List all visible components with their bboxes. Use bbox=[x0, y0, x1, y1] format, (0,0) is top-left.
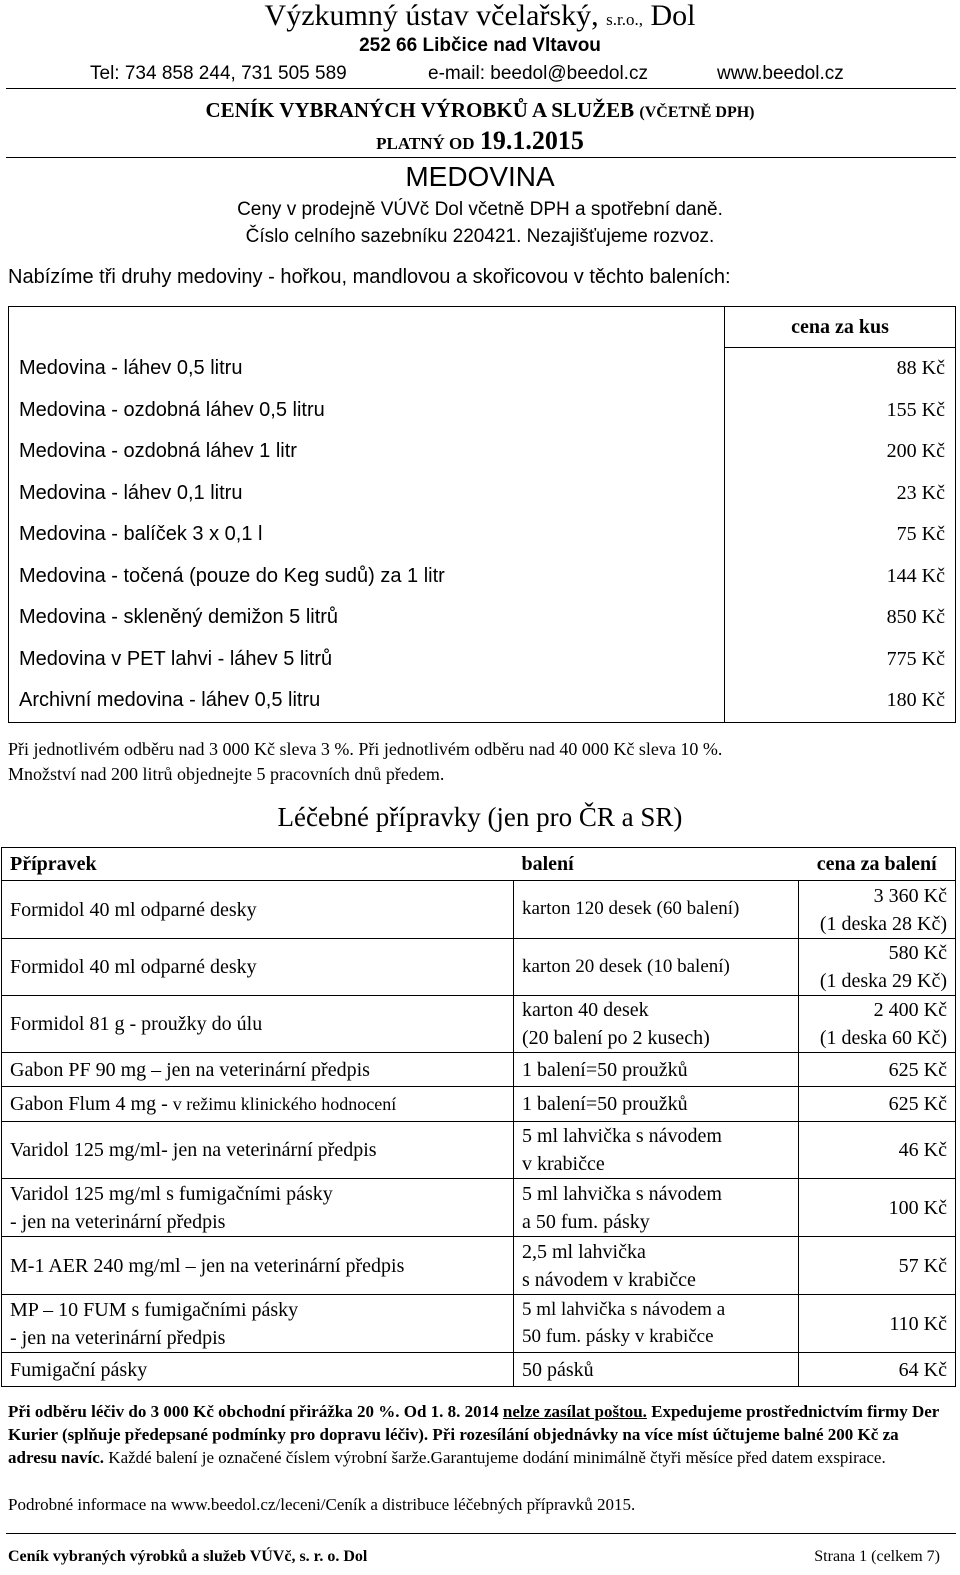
product-cell bbox=[2, 1179, 514, 1237]
package: karton 20 desek (10 balení) bbox=[514, 939, 799, 996]
item-name: Medovina - skleněný demižon 5 litrů bbox=[19, 606, 339, 629]
pripravky-title: Léčebné přípravky (jen pro ČR a SR) bbox=[277, 802, 683, 832]
footer-notes bbox=[8, 1400, 948, 1469]
price: 2 400 Kč bbox=[873, 999, 947, 1021]
item-price: 850 Kč bbox=[725, 597, 956, 639]
org-place: Dol bbox=[650, 0, 696, 32]
item-price: 155 Kč bbox=[725, 390, 956, 432]
item-name: Medovina - ozdobná láhev 0,5 litru bbox=[19, 398, 325, 421]
page-footer-left: Ceník vybraných výrobků a služeb VÚVč, s. r. o. Dol bbox=[8, 1548, 368, 1565]
header-package: balení bbox=[521, 853, 574, 875]
package: 1 balení=50 proužků bbox=[514, 1053, 799, 1087]
note-bold2: Expedujeme prostřednictvím firmy Der Kurier (splňuje předepsané podmínky pro dopravu léčiv). Při rozesílání objednávky na více míst účtujeme balné 200 Kč za adresu navíc. bbox=[8, 1402, 940, 1467]
org-phone: Tel: 734 858 244, 731 505 589 bbox=[90, 63, 347, 84]
price: 46 Kč bbox=[799, 1122, 956, 1179]
product-name: Gabon PF 90 mg – jen na veterinární předpis bbox=[2, 1053, 514, 1087]
product-note: v režimu klinického hodnocení bbox=[172, 1094, 397, 1114]
product-name: Formidol 81 g - proužky do úlu bbox=[2, 996, 514, 1053]
package-cell bbox=[514, 1295, 799, 1353]
table-row bbox=[2, 1122, 956, 1179]
table-row bbox=[2, 1179, 956, 1237]
item-price: 200 Kč bbox=[725, 431, 956, 473]
product-line2: - jen na veterinární předpis bbox=[10, 1326, 226, 1349]
product-cell bbox=[2, 1087, 514, 1122]
table-row bbox=[9, 431, 956, 473]
table-row bbox=[9, 680, 956, 722]
price: 57 Kč bbox=[799, 1237, 956, 1295]
package: 5 ml lahvička s návodem bbox=[522, 1125, 722, 1147]
item-name: Medovina - láhev 0,5 litru bbox=[19, 357, 243, 379]
price: 3 360 Kč bbox=[873, 884, 947, 907]
header-divider bbox=[6, 88, 956, 89]
table-row bbox=[9, 597, 956, 639]
table-header-row bbox=[2, 848, 956, 881]
price: 580 Kč bbox=[888, 942, 947, 964]
item-price: 180 Kč bbox=[725, 680, 956, 722]
pricelist-title-text: CENÍK VYBRANÝCH VÝROBKŮ A SLUŽEB bbox=[205, 98, 635, 122]
item-name: Medovina - láhev 0,1 litru bbox=[19, 481, 243, 504]
product-name: Varidol 125 mg/ml- jen na veterinární předpis bbox=[2, 1122, 514, 1179]
price-cell bbox=[799, 939, 956, 996]
package: 5 ml lahvička s návodem a bbox=[522, 1298, 726, 1320]
package-line2: (20 balení po 2 kusech) bbox=[522, 1027, 710, 1049]
product-line2: - jen na veterinární předpis bbox=[10, 1210, 226, 1233]
org-title bbox=[0, 0, 960, 36]
medovina-note2: Číslo celního sazebníku 220421. Nezajišťujeme rozvoz. bbox=[245, 226, 715, 247]
item-price: 144 Kč bbox=[725, 556, 956, 598]
product-name: Formidol 40 ml odparné desky bbox=[2, 939, 514, 996]
item-name: Archivní medovina - láhev 0,5 litru bbox=[19, 689, 321, 712]
medovina-intro: Nabízíme tři druhy medoviny - hořkou, mandlovou a skořicovou v těchto baleních: bbox=[8, 266, 731, 288]
section-divider bbox=[6, 157, 956, 158]
item-price: 88 Kč bbox=[725, 348, 956, 390]
price-note: (1 deska 60 Kč) bbox=[819, 1027, 947, 1049]
table-row bbox=[9, 514, 956, 556]
package-line2: s návodem v krabičce bbox=[522, 1268, 696, 1291]
price-cell bbox=[799, 881, 956, 939]
product-name: MP – 10 FUM s fumigačními pásky bbox=[10, 1298, 299, 1321]
table-row bbox=[9, 556, 956, 598]
page-footer-right: Strana 1 (celkem 7) bbox=[814, 1548, 940, 1565]
item-name: Medovina - ozdobná láhev 1 litr bbox=[19, 440, 297, 463]
header-price: cena za kus bbox=[725, 307, 956, 348]
package-line2: v krabičce bbox=[522, 1153, 605, 1175]
package: karton 120 desek (60 balení) bbox=[514, 881, 799, 939]
org-name: Výzkumný ústav včelařský, bbox=[264, 0, 599, 32]
table-row bbox=[2, 1353, 956, 1387]
price: 100 Kč bbox=[799, 1179, 956, 1237]
package: 2,5 ml lahvička bbox=[522, 1240, 646, 1263]
org-email: e-mail: beedol@beedol.cz bbox=[428, 63, 648, 84]
pricelist-vat: (VČETNĚ DPH) bbox=[639, 104, 755, 121]
note-bold1: Při odběru léčiv do 3 000 Kč obchodní přirážka 20 %. Od 1. 8. 2014 bbox=[8, 1402, 499, 1421]
valid-date: 19.1.2015 bbox=[479, 126, 584, 155]
order-note: Množství nad 200 litrů objednejte 5 pracovních dnů předem. bbox=[8, 764, 445, 784]
package: 50 pásků bbox=[514, 1353, 799, 1387]
valid-from bbox=[0, 127, 960, 158]
note-underlined: nelze zasílat poštou. bbox=[502, 1402, 647, 1421]
org-suffix: s.r.o., bbox=[606, 10, 643, 29]
medovina-table bbox=[8, 306, 956, 723]
medovina-note1: Ceny v prodejně VÚVč Dol včetně DPH a spotřební daně. bbox=[237, 199, 723, 220]
header-cell-empty bbox=[9, 307, 725, 348]
price: 110 Kč bbox=[799, 1295, 956, 1353]
product-cell bbox=[2, 1295, 514, 1353]
table-row bbox=[2, 1087, 956, 1122]
package-cell bbox=[514, 1122, 799, 1179]
price: 64 Kč bbox=[799, 1353, 956, 1387]
medovina-title: MEDOVINA bbox=[405, 161, 555, 192]
package-cell bbox=[514, 996, 799, 1053]
discount-note: Při jednotlivém odběru nad 3 000 Kč sleva 3 %. Při jednotlivém odběru nad 40 000 Kč sleva 10 %. bbox=[8, 739, 723, 759]
table-header-row bbox=[9, 307, 956, 348]
package: 5 ml lahvička s návodem bbox=[522, 1182, 722, 1205]
pricelist-title bbox=[0, 96, 960, 127]
table-row bbox=[9, 473, 956, 515]
price-note: (1 deska 29 Kč) bbox=[819, 970, 947, 992]
table-row bbox=[2, 881, 956, 939]
table-row bbox=[2, 1295, 956, 1353]
item-name: Medovina - točená (pouze do Keg sudů) za 1 litr bbox=[19, 564, 445, 587]
product-name: M-1 AER 240 mg/ml – jen na veterinární předpis bbox=[2, 1237, 514, 1295]
item-name: Medovina - balíček 3 x 0,1 l bbox=[19, 523, 263, 546]
package: karton 40 desek bbox=[522, 999, 649, 1021]
table-row bbox=[9, 390, 956, 432]
price-cell bbox=[799, 996, 956, 1053]
table-row bbox=[2, 1053, 956, 1087]
product-name: Formidol 40 ml odparné desky bbox=[2, 881, 514, 939]
price: 625 Kč bbox=[799, 1087, 956, 1122]
header-product: Přípravek bbox=[10, 853, 97, 875]
footer-info: Podrobné informace na www.beedol.cz/leceni/Ceník a distribuce léčebných přípravků 2015. bbox=[8, 1495, 636, 1514]
item-price: 775 Kč bbox=[725, 639, 956, 681]
header-price: cena za balení bbox=[816, 853, 937, 875]
product-name: Gabon Flum 4 mg - bbox=[10, 1093, 168, 1115]
page-footer-divider bbox=[6, 1533, 956, 1534]
table-row bbox=[2, 939, 956, 996]
package-line2: 50 fum. pásky v krabičce bbox=[522, 1325, 714, 1347]
table-row bbox=[2, 1237, 956, 1295]
price-note: (1 deska 28 Kč) bbox=[819, 912, 947, 935]
org-address: 252 66 Libčice nad Vltavou bbox=[359, 35, 601, 56]
package: 1 balení=50 proužků bbox=[514, 1087, 799, 1122]
table-row bbox=[2, 996, 956, 1053]
pripravky-table bbox=[1, 847, 956, 1387]
package-cell bbox=[514, 1237, 799, 1295]
table-row bbox=[9, 348, 956, 390]
valid-label: PLATNÝ OD bbox=[376, 134, 475, 153]
package-cell bbox=[514, 1179, 799, 1237]
note-normal: Každé balení je označené číslem výrobní šarže.Garantujeme dodání minimálně čtyři měsíce před datem exspirace. bbox=[108, 1448, 886, 1467]
package-line2: a 50 fum. pásky bbox=[522, 1210, 650, 1233]
product-name: Varidol 125 mg/ml s fumigačními pásky bbox=[10, 1182, 333, 1205]
item-price: 23 Kč bbox=[725, 473, 956, 515]
price: 625 Kč bbox=[799, 1053, 956, 1087]
product-name: Fumigační pásky bbox=[2, 1353, 514, 1387]
org-web: www.beedol.cz bbox=[717, 63, 844, 84]
table-row bbox=[9, 639, 956, 681]
item-price: 75 Kč bbox=[725, 514, 956, 556]
item-name: Medovina v PET lahvi - láhev 5 litrů bbox=[19, 647, 333, 670]
